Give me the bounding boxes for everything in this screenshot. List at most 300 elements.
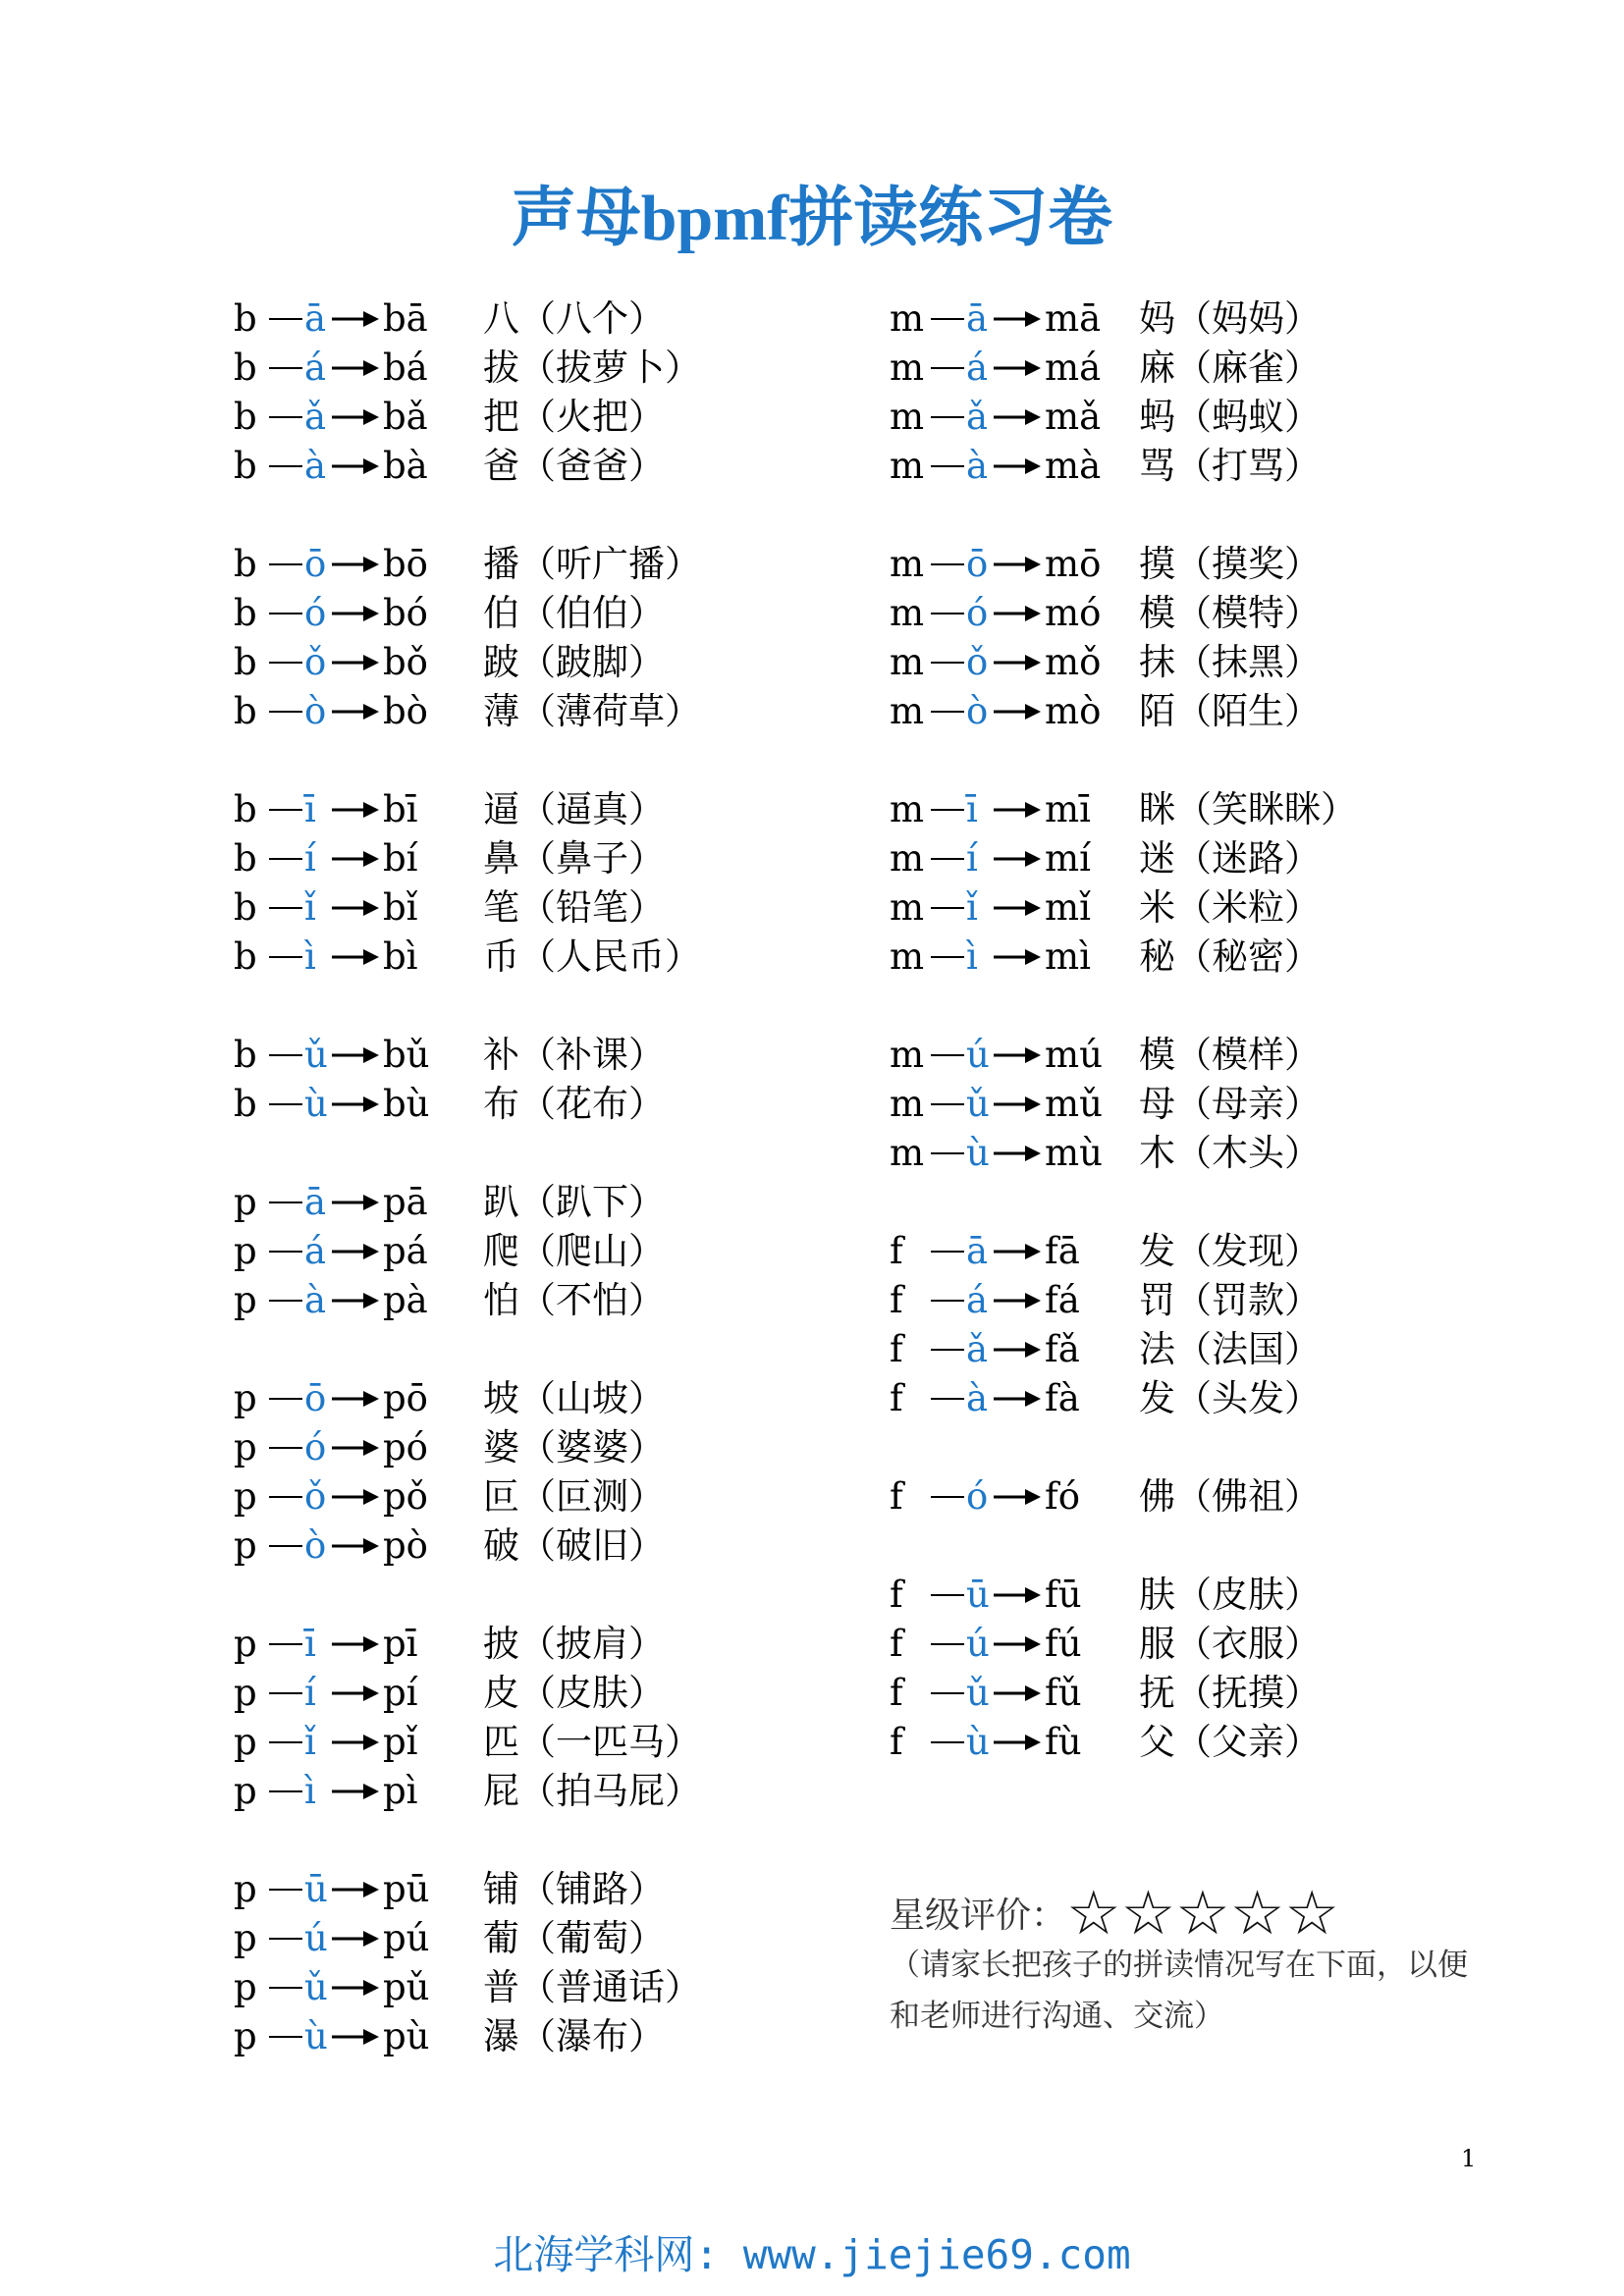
arrow-icon <box>994 701 1041 722</box>
final-vowel: ō <box>304 543 327 585</box>
pinyin-row <box>234 393 921 442</box>
spacer <box>234 1816 921 1865</box>
example-word: 伯（伯伯） <box>483 592 665 634</box>
syllable: mǎ <box>1045 396 1102 438</box>
arrow-icon <box>332 652 379 673</box>
initial-letter: b <box>234 641 257 683</box>
syllable: pì <box>383 1770 418 1812</box>
initial-letter: f <box>890 1574 903 1616</box>
initial-letter: m <box>890 592 925 634</box>
dash-line <box>931 1103 964 1105</box>
arrow-icon <box>332 799 379 821</box>
initial-letter: m <box>890 543 925 585</box>
arrow-icon <box>332 1044 379 1066</box>
syllable: mǔ <box>1045 1083 1103 1125</box>
arrow-icon <box>994 308 1041 330</box>
example-word: 罚（罚款） <box>1139 1279 1321 1321</box>
arrow-icon <box>994 357 1041 379</box>
example-word: 破（破旧） <box>483 1524 665 1567</box>
arrow-icon <box>332 1290 379 1311</box>
arrow-icon <box>994 1486 1041 1508</box>
arrow-icon <box>994 455 1041 477</box>
example-word: 模（模样） <box>1139 1034 1321 1076</box>
dash-line <box>269 1938 302 1940</box>
dash-line <box>269 711 302 713</box>
initial-letter: b <box>234 445 257 487</box>
final-vowel: à <box>304 1279 327 1321</box>
dash-line <box>269 1300 302 1302</box>
final-vowel: ó <box>966 592 989 634</box>
spacer <box>234 982 921 1031</box>
final-vowel: ǎ <box>966 1328 989 1370</box>
dash-line <box>269 1054 302 1056</box>
initial-letter: b <box>234 396 257 438</box>
example-word: 布（花布） <box>483 1083 665 1125</box>
final-vowel: ū <box>966 1574 990 1616</box>
spacer <box>234 1129 921 1178</box>
syllable: fā <box>1045 1230 1080 1272</box>
arrow-icon <box>332 1928 379 1949</box>
pinyin-row <box>234 1767 921 1816</box>
dash-line <box>931 1054 964 1056</box>
example-word: 父（父亲） <box>1139 1721 1321 1763</box>
pinyin-row <box>234 442 921 491</box>
initial-letter: f <box>890 1721 903 1763</box>
example-word: 补（补课） <box>483 1034 665 1076</box>
example-word: 币（人民币） <box>483 935 701 978</box>
dash-line <box>269 1496 302 1498</box>
left-column <box>234 294 921 2061</box>
arrow-icon <box>994 1339 1041 1361</box>
example-word: 迷（迷路） <box>1139 837 1321 880</box>
syllable: pú <box>383 1917 430 1959</box>
example-word: 跛（跛脚） <box>483 641 665 683</box>
syllable: fó <box>1045 1475 1080 1518</box>
dash-line <box>269 662 302 664</box>
dash-line <box>931 318 964 320</box>
final-vowel: ò <box>304 690 327 732</box>
initial-letter: p <box>234 2015 257 2057</box>
initial-letter: b <box>234 1034 257 1076</box>
initial-letter: f <box>890 1328 903 1370</box>
pinyin-row <box>234 1669 921 1718</box>
example-word: 秘（秘密） <box>1139 935 1321 978</box>
dash-line <box>269 563 302 565</box>
example-word: 发（发现） <box>1139 1230 1321 1272</box>
syllable: bó <box>383 592 428 634</box>
example-word: 麻（麻雀） <box>1139 347 1321 389</box>
final-vowel: ǐ <box>304 1721 316 1763</box>
final-vowel: ǎ <box>966 396 989 438</box>
syllable: mù <box>1045 1132 1103 1174</box>
arrow-icon <box>332 406 379 428</box>
example-word: 眯（笑眯眯） <box>1139 788 1357 830</box>
pinyin-row <box>890 540 1577 589</box>
initial-letter: p <box>234 1181 257 1223</box>
dash-line <box>931 711 964 713</box>
arrow-icon <box>994 1143 1041 1164</box>
dash-line <box>931 662 964 664</box>
syllable: fǔ <box>1045 1672 1082 1714</box>
dash-line <box>269 1447 302 1449</box>
syllable: mǒ <box>1045 641 1102 683</box>
final-vowel: ú <box>304 1917 328 1959</box>
final-vowel: ǔ <box>304 1966 328 2008</box>
syllable: mì <box>1045 935 1091 978</box>
example-word: 蚂（蚂蚁） <box>1139 396 1321 438</box>
initial-letter: m <box>890 347 925 389</box>
spacer <box>890 1522 1577 1571</box>
syllable: pǒ <box>383 1475 428 1518</box>
spacer <box>890 736 1577 785</box>
final-vowel: ò <box>966 690 989 732</box>
initial-letter: m <box>890 690 925 732</box>
example-word: 妈（妈妈） <box>1139 297 1321 340</box>
example-word: 木（木头） <box>1139 1132 1321 1174</box>
initial-letter: b <box>234 886 257 929</box>
arrow-icon <box>332 1437 379 1459</box>
rating-label: 星级评价： <box>890 1896 1067 1936</box>
final-vowel: ā <box>304 1181 327 1223</box>
dash-line <box>931 1152 964 1154</box>
initial-letter: p <box>234 1672 257 1714</box>
final-vowel: ù <box>304 1083 328 1125</box>
initial-letter: p <box>234 1770 257 1812</box>
dash-line <box>269 1692 302 1694</box>
arrow-icon <box>994 848 1041 870</box>
pinyin-row <box>890 442 1577 491</box>
arrow-icon <box>332 455 379 477</box>
final-vowel: ā <box>966 297 989 340</box>
syllable: mō <box>1045 543 1102 585</box>
final-vowel: ǒ <box>304 641 327 683</box>
final-vowel: ò <box>304 1524 327 1567</box>
final-vowel: ó <box>304 592 327 634</box>
pinyin-row <box>890 883 1577 933</box>
final-vowel: ù <box>304 2015 328 2057</box>
final-vowel: ǎ <box>304 396 327 438</box>
arrow-icon <box>332 1977 379 1999</box>
dash-line <box>269 907 302 909</box>
initial-letter: p <box>234 1279 257 1321</box>
arrow-icon <box>994 1290 1041 1311</box>
initial-letter: m <box>890 935 925 978</box>
syllable: mǐ <box>1045 886 1091 929</box>
arrow-icon <box>994 1044 1041 1066</box>
pinyin-row <box>890 687 1577 736</box>
spacer <box>890 982 1577 1031</box>
syllable: pà <box>383 1279 428 1321</box>
dash-line <box>269 956 302 958</box>
arrow-icon <box>994 603 1041 624</box>
final-vowel: à <box>304 445 327 487</box>
syllable: bǔ <box>383 1034 430 1076</box>
arrow-icon <box>994 652 1041 673</box>
syllable: pǐ <box>383 1721 418 1763</box>
pinyin-row <box>234 1423 921 1472</box>
spacer <box>890 1178 1577 1227</box>
pinyin-row <box>234 1080 921 1129</box>
arrow-icon <box>332 1732 379 1753</box>
syllable: pó <box>383 1426 428 1468</box>
right-column <box>890 294 1577 1767</box>
example-word: 播（听广播） <box>483 543 701 585</box>
arrow-icon <box>332 1094 379 1115</box>
arrow-icon <box>332 1879 379 1900</box>
initial-letter: m <box>890 297 925 340</box>
arrow-icon <box>332 946 379 968</box>
example-word: 爸（爸爸） <box>483 445 665 487</box>
dash-line <box>931 613 964 614</box>
final-vowel: ā <box>966 1230 989 1272</box>
syllable: mó <box>1045 592 1102 634</box>
example-word: 佛（佛祖） <box>1139 1475 1321 1518</box>
final-vowel: ō <box>304 1377 327 1419</box>
initial-letter: f <box>890 1475 903 1518</box>
syllable: pā <box>383 1181 428 1223</box>
initial-letter: m <box>890 1083 925 1125</box>
final-vowel: á <box>966 1279 989 1321</box>
dash-line <box>931 1692 964 1694</box>
syllable: mā <box>1045 297 1102 340</box>
page-number: 1 <box>1461 2145 1477 2172</box>
pinyin-row <box>234 540 921 589</box>
example-word: 抹（抹黑） <box>1139 641 1321 683</box>
syllable: bù <box>383 1083 430 1125</box>
initial-letter: p <box>234 1377 257 1419</box>
dash-line <box>931 1496 964 1498</box>
arrow-icon <box>994 1732 1041 1753</box>
spacer <box>234 1325 921 1374</box>
initial-letter: b <box>234 297 257 340</box>
example-word: 逼（逼真） <box>483 788 665 830</box>
syllable: bò <box>383 690 428 732</box>
initial-letter: b <box>234 935 257 978</box>
pinyin-row <box>890 1718 1577 1767</box>
dash-line <box>269 1398 302 1400</box>
dash-line <box>931 1398 964 1400</box>
final-vowel: ō <box>966 543 989 585</box>
initial-letter: m <box>890 788 925 830</box>
final-vowel: á <box>304 347 327 389</box>
syllable: pī <box>383 1623 418 1665</box>
arrow-icon <box>994 554 1041 575</box>
example-word: 披（披肩） <box>483 1623 665 1665</box>
arrow-icon <box>332 357 379 379</box>
dash-line <box>269 1545 302 1547</box>
final-vowel: ù <box>966 1132 990 1174</box>
dash-line <box>269 416 302 418</box>
final-vowel: ǔ <box>966 1083 990 1125</box>
example-word: 拔（拔萝卜） <box>483 347 701 389</box>
arrow-icon <box>332 1781 379 1802</box>
pinyin-row <box>234 294 921 344</box>
final-vowel: ì <box>304 935 316 978</box>
final-vowel: á <box>304 1230 327 1272</box>
initial-letter: b <box>234 592 257 634</box>
arrow-icon <box>332 1682 379 1704</box>
example-word: 爬（爬山） <box>483 1230 665 1272</box>
final-vowel: ū <box>304 1868 328 1910</box>
syllable: pō <box>383 1377 428 1419</box>
dash-line <box>931 367 964 369</box>
example-word: 陌（陌生） <box>1139 690 1321 732</box>
example-word: 铺（铺路） <box>483 1868 665 1910</box>
initial-letter: p <box>234 1524 257 1567</box>
pinyin-row <box>890 933 1577 982</box>
example-word: 怕（不怕） <box>483 1279 665 1321</box>
dash-line <box>269 465 302 467</box>
pinyin-row <box>234 1718 921 1767</box>
pinyin-row <box>890 1669 1577 1718</box>
initial-letter: m <box>890 1034 925 1076</box>
initial-letter: m <box>890 396 925 438</box>
syllable: bō <box>383 543 428 585</box>
initial-letter: f <box>890 1230 903 1272</box>
final-vowel: ǐ <box>304 886 316 929</box>
arrow-icon <box>994 1633 1041 1655</box>
syllable: pò <box>383 1524 428 1567</box>
dash-line <box>269 1103 302 1105</box>
initial-letter: f <box>890 1623 903 1665</box>
initial-letter: p <box>234 1426 257 1468</box>
pinyin-row <box>890 1031 1577 1080</box>
pinyin-row <box>890 785 1577 834</box>
initial-letter: f <box>890 1672 903 1714</box>
example-word: 坡（山坡） <box>483 1377 665 1419</box>
pinyin-row <box>234 1865 921 1914</box>
page-title: 声母bpmf拼读练习卷 <box>511 183 1113 254</box>
dash-line <box>269 809 302 811</box>
syllable: bí <box>383 837 418 880</box>
dash-line <box>269 1201 302 1203</box>
arrow-icon <box>332 554 379 575</box>
syllable: bā <box>383 297 428 340</box>
syllable: pù <box>383 2015 430 2057</box>
syllable: fū <box>1045 1574 1082 1616</box>
pinyin-row <box>890 1129 1577 1178</box>
final-vowel: í <box>304 1672 316 1714</box>
syllable: bá <box>383 347 428 389</box>
final-vowel: ī <box>304 788 316 830</box>
footer-website: 北海学科网: www.jiejie69.com <box>493 2231 1131 2278</box>
pinyin-row <box>234 1227 921 1276</box>
final-vowel: ì <box>966 935 978 978</box>
dash-line <box>931 416 964 418</box>
dash-line <box>931 907 964 909</box>
spacer <box>234 491 921 540</box>
pinyin-row <box>234 344 921 393</box>
dash-line <box>931 1349 964 1351</box>
arrow-icon <box>332 2026 379 2048</box>
example-word: 叵（叵测） <box>483 1475 665 1518</box>
initial-letter: m <box>890 641 925 683</box>
arrow-icon <box>994 1094 1041 1115</box>
example-word: 米（米粒） <box>1139 886 1321 929</box>
final-vowel: ǔ <box>304 1034 328 1076</box>
dash-line <box>269 1790 302 1792</box>
initial-letter: b <box>234 1083 257 1125</box>
spacer <box>234 736 921 785</box>
spacer <box>890 491 1577 540</box>
final-vowel: ì <box>304 1770 316 1812</box>
syllable: bǎ <box>383 396 428 438</box>
syllable: fǎ <box>1045 1328 1080 1370</box>
final-vowel: ù <box>966 1721 990 1763</box>
pinyin-row <box>234 687 921 736</box>
pinyin-row <box>234 1374 921 1423</box>
final-vowel: í <box>966 837 978 880</box>
arrow-icon <box>332 603 379 624</box>
example-word: 薄（薄荷草） <box>483 690 701 732</box>
syllable: bī <box>383 788 418 830</box>
pinyin-row <box>890 1472 1577 1522</box>
pinyin-row <box>234 1914 921 1963</box>
example-word: 笔（铅笔） <box>483 886 665 929</box>
dash-line <box>269 2036 302 2038</box>
arrow-icon <box>332 1388 379 1410</box>
initial-letter: p <box>234 1230 257 1272</box>
syllable: fà <box>1045 1377 1080 1419</box>
pinyin-row <box>234 1522 921 1571</box>
initial-letter: p <box>234 1966 257 2008</box>
initial-letter: m <box>890 886 925 929</box>
pinyin-row <box>234 883 921 933</box>
pinyin-row <box>890 344 1577 393</box>
initial-letter: p <box>234 1868 257 1910</box>
pinyin-row <box>234 589 921 638</box>
arrow-icon <box>332 701 379 722</box>
example-word: 屁（拍马屁） <box>483 1770 701 1812</box>
final-vowel: ī <box>966 788 978 830</box>
pinyin-row <box>234 1472 921 1522</box>
pinyin-row <box>234 638 921 687</box>
syllable: fá <box>1045 1279 1080 1321</box>
final-vowel: ú <box>966 1623 990 1665</box>
pinyin-row <box>234 1276 921 1325</box>
star-icons[interactable]: ☆☆☆☆☆ <box>1066 1877 1339 1949</box>
arrow-icon <box>994 1241 1041 1262</box>
initial-letter: m <box>890 837 925 880</box>
pinyin-row <box>890 1080 1577 1129</box>
pinyin-row <box>890 1571 1577 1620</box>
syllable: mà <box>1045 445 1102 487</box>
pinyin-row <box>234 933 921 982</box>
initial-letter: b <box>234 347 257 389</box>
syllable: pí <box>383 1672 418 1714</box>
example-word: 摸（摸奖） <box>1139 543 1321 585</box>
example-word: 八（八个） <box>483 297 665 340</box>
syllable: mī <box>1045 788 1091 830</box>
dash-line <box>931 1300 964 1302</box>
final-vowel: ǔ <box>966 1672 990 1714</box>
example-word: 抚（抚摸） <box>1139 1672 1321 1714</box>
pinyin-row <box>234 785 921 834</box>
initial-letter: b <box>234 543 257 585</box>
syllable: fù <box>1045 1721 1082 1763</box>
example-word: 把（火把） <box>483 396 665 438</box>
arrow-icon <box>332 1633 379 1655</box>
initial-letter: f <box>890 1279 903 1321</box>
pinyin-row <box>890 834 1577 883</box>
spacer <box>234 1571 921 1620</box>
arrow-icon <box>332 1241 379 1262</box>
initial-letter: p <box>234 1721 257 1763</box>
arrow-icon <box>994 1388 1041 1410</box>
example-word: 骂（打骂） <box>1139 445 1321 487</box>
syllable: má <box>1045 347 1102 389</box>
dash-line <box>269 1987 302 1989</box>
